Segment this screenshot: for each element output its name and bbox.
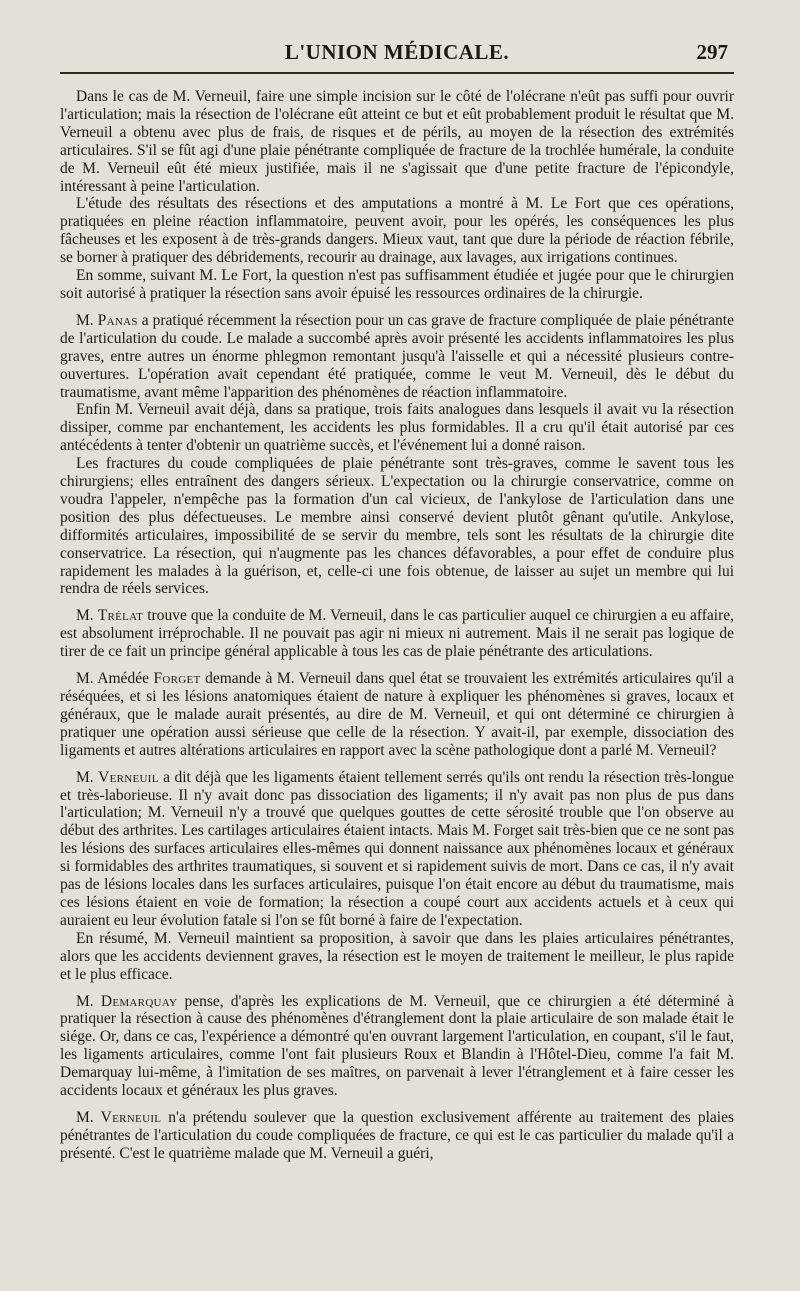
paragraph-text: Les fractures du coude compliquées de plaie pénétrante sont très-graves, comme le savent tous les chirurgiens; elles entraînent des dangers sérieux. L'expectation ou la chirurgie conservatrice, comme on voudra l'appeler, n'empêche pas la formation d'un cal vicieux, de l'ankylose de l'articulation dans une position des plus défectueuses. Le membre ainsi conservé devient plutôt gênant qu'utile. Ankylose, difformités articulaires, impossibilité de se servir du membre, tels sont les résultats de la chirurgie dite conservatrice. La résection, qui n'augmente pas les chances défavorables, a pour effet de conduire plus rapidement les malades à la guérison, et, celle-ci une fois obtenue, de laisser au sujet un membre qui lui rendra de réels services. [60,455,734,598]
paragraph-text: a dit déjà que les ligaments étaient tellement serrés qu'ils ont rendu la résection très-longue et très-laborieuse. Il n'y avait donc pas dissociation des ligaments; il n'y avait pas non plus de pus dans l'articulation; M. Verneuil n'y a trouvé que quelques gouttes de cette sérosité trouble que l'on observe au début des arthrites. Les cartilages articulaires étaient intacts. Mais M. Forget sait très-bien que ce ne sont pas les lésions des surfaces articulaires elles-mêmes qui donnent naissance aux phénomènes locaux et généraux si formidables des arthrites traumatiques, si souvent et si rapidement suivis de mort. Dans ce cas, il n'y avait pas de lésions locales dans les surfaces articulaires, puisque l'on était encore au début du traumatisme, mais ces lésions étaient en voie de formation; la résection a coupé court aux accidents actuels et à ceux qui auraient eu leur évolution fatale si l'on se fût borné à faire de l'expectation. [60,768,734,929]
paragraph [60,993,734,1100]
speaker-name: Trélat [97,607,144,625]
paragraph [60,401,734,455]
paragraph [60,88,734,195]
page-number: 297 [696,40,728,64]
speaker-name: Panas [97,311,138,329]
paragraph-text: L'étude des résultats des résections et des amputations a montré à M. Le Fort que ces opérations, pratiquées en pleine réaction inflammatoire, peuvent avoir, pour les opérés, les conséquences les plus fâcheuses et les exposent à de très-grands dangers. Mieux vaut, tant que dure la période de réaction fébrile, se borner à pratiquer des débridements, recourir au drainage, aux lavages, aux irrigations continues. [60,195,734,267]
paragraph-text: n'a prétendu soulever que la question exclusivement afférente au traitement des plaies pénétrantes de l'articulation du coude compliquées de fracture, ce qui est le cas particulier du malade qu'il a présenté. C'est le quatrième malade que M. Verneuil a guéri, [60,1108,734,1162]
speaker-prefix: M. [76,992,101,1010]
paragraph [60,455,734,598]
paragraph-text: a pratiqué récemment la résection pour un cas grave de fracture compliquée de plaie pénétrante de l'articulation du coude. Le malade a succombé après avoir présenté les accidents inflammatoires les plus graves, entre autres un énorme phlegmon remontant jusqu'à l'aisselle et qui a nécessité plusieurs contre-ouvertures. L'opération avait cependant été pratiquée, comme le veut M. Verneuil, dès le début du traumatisme, avant même l'apparition des phénomènes de réaction inflammatoire. [60,311,734,401]
paragraph [60,769,734,930]
speaker-name: Verneuil [100,1108,162,1126]
paragraph [60,195,734,267]
paragraph-text: En résumé, M. Verneuil maintient sa proposition, à savoir que dans les plaies articulaires pénétrantes, alors que les accidents deviennent graves, la résection est le moyen de traitement le meilleur, le plus rapide et le plus efficace. [60,929,734,983]
paragraph-text: Dans le cas de M. Verneuil, faire une simple incision sur le côté de l'olécrane n'eût pas suffi pour ouvrir l'articulation; mais la résection de l'olécrane eût atteint ce but et eût probablement produit le résultat que M. Verneuil a obtenu avec plus de frais, de risques et de périls, au moyen de la résection des extrémités articulaires. S'il se fût agi d'une plaie pénétrante compliquée de fracture de la trochlée humérale, la conduite de M. Verneuil eût été mieux justifiée, mais il ne s'agissait que d'une petite fracture de l'épicondyle, intéressant à peine l'articulation. [60,88,734,195]
speaker-prefix: M. [76,607,98,625]
paragraph-text: demande à M. Verneuil dans quel état se trouvaient les extrémités articulaires qu'il a réséquées, et si les lésions anatomiques étaient de nature à expliquer les phénomènes si graves, locaux et généraux, que le malade aurait présentés, au dire de M. Verneuil, et qui ont déterminé ce chirurgien à pratiquer une opération aussi sérieuse que celle de la résection. Y avait-il, par exemple, dissociation des ligaments et autres altérations articulaires en rapport avec la scène pathologique dont a parlé M. Verneuil? [60,670,735,759]
body-text [60,88,734,1163]
paragraph-text: pense, d'après les explications de M. Verneuil, que ce chirurgien a été déterminé à pratiquer la résection à cause des phénomènes d'étranglement dont la plaie articulaire de son malade était le siége. Or, dans ce cas, l'expérience a démontré qu'en ouvrant largement l'articulation, en coupant, s'il le faut, les ligaments articulaires, comme l'ont fait plusieurs Roux et Blandin à l'Hôtel-Dieu, comme l'a fait M. Demarquay lui-même, à l'imitation de ses maîtres, on parvenait à lever l'étranglement et à faire cesser les accidents locaux et généraux les plus graves. [60,992,734,1100]
speaker-prefix: M. Amédée [76,670,154,688]
speaker-name: Demarquay [100,992,178,1010]
running-title: L'UNION MÉDICALE. [284,40,510,64]
speaker-prefix: M. [76,768,99,786]
paragraph-text: Enfin M. Verneuil avait déjà, dans sa pratique, trois faits analogues dans lesquels il avait vu la résection dissiper, comme par enchantement, les accidents les plus formidables. Il a cru qu'il était autorisé par ces antécédents à tenter d'obtenir un quatrième succès, et l'événement lui a donné raison. [60,401,734,455]
speaker-prefix: M. [76,311,98,329]
paragraph-text: En somme, suivant M. Le Fort, la question n'est pas suffisamment étudiée et jugée pour que le chirurgien soit autorisé à pratiquer la résection sans avoir épuisé les ressources ordinaires de la chirurgie. [60,267,734,302]
paragraph [60,930,734,984]
paragraph [60,670,734,760]
paragraph [60,607,734,661]
speaker-prefix: M. [76,1108,101,1126]
speaker-name: Forget [153,670,201,688]
speaker-name: Verneuil [98,768,159,786]
paragraph [60,267,734,303]
paragraph [60,1109,734,1163]
paragraph-text: trouve que la conduite de M. Verneuil, dans le cas particulier auquel ce chirurgien a eu affaire, est absolument irréprochable. Il ne pouvait pas agir ni mieux ni autrement. Mais il ne serait pas logique de tirer de ce fait un principe général applicable à tous les cas de plaie pénétrante des articulations. [60,607,734,661]
page-header [60,38,734,74]
paragraph [60,312,734,402]
